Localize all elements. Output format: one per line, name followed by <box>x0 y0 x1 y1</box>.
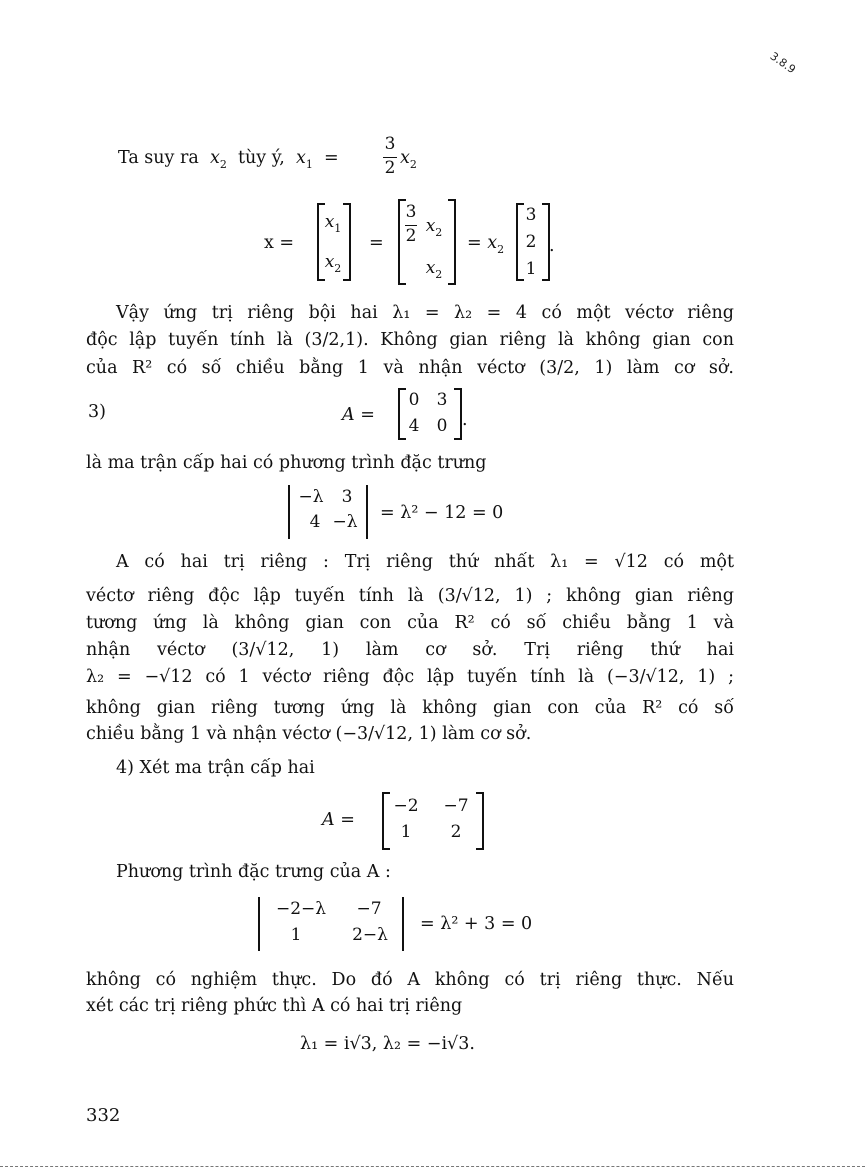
det1-rhs: = λ² − 12 = 0 <box>380 503 504 523</box>
page-number: 332 <box>86 1105 121 1126</box>
det2-rhs: = λ² + 3 = 0 <box>420 914 533 934</box>
item-3-label: 3) <box>88 402 106 422</box>
x2-term: $x_2$ <box>400 148 417 171</box>
x2-entry: $x_2$ <box>324 252 342 275</box>
mid-x2-b: $x_2$ <box>425 258 443 281</box>
vec-a: 3 <box>525 205 537 225</box>
mid-num: 3 <box>405 202 417 222</box>
e11: −2−λ <box>275 899 327 919</box>
a21: 4 <box>408 416 420 436</box>
svg-text:3.8.9: 3.8.9 <box>767 49 799 77</box>
eq1-dot: . <box>549 236 555 256</box>
para1-line: độc lập tuyến tính là (3/2,1). Không gian riêng là không gian con <box>86 330 734 350</box>
item-4: 4) Xét ma trận cấp hai <box>116 758 315 778</box>
para2-line: không gian riêng tương ứng là không gian con của R² có số <box>86 698 734 718</box>
para1-line: của R² có số chiều bằng 1 và nhận véctơ (3/2, 1) làm cơ sở. <box>86 358 734 378</box>
para1-line: Vậy ứng trị riêng bội hai λ₁ = λ₂ = 4 có một véctơ riêng <box>116 303 734 323</box>
frac-den: 2 <box>384 158 396 178</box>
m12: −7 <box>443 796 469 816</box>
item3-lhs: A = <box>342 405 375 425</box>
d11: −λ <box>298 487 324 507</box>
eq1-lhs: x = <box>264 233 295 253</box>
m21: 1 <box>400 822 412 842</box>
para2-line: A có hai trị riêng : Trị riêng thứ nhất λ₁ = √12 có một <box>116 552 734 572</box>
a22: 0 <box>436 416 448 436</box>
frac-num: 3 <box>384 134 396 154</box>
m11: −2 <box>393 796 419 816</box>
eq1-rhs: = $x_2$ <box>467 233 505 256</box>
para3-line: xét các trị riêng phức thì A có hai trị riêng <box>86 996 463 1016</box>
d21: 4 <box>309 512 321 532</box>
vec-b: 2 <box>525 232 537 252</box>
library-stamp <box>760 40 810 90</box>
para2-line: tương ứng là không gian con của R² có số chiều bằng 1 và <box>86 613 734 633</box>
vec-c: 1 <box>525 259 537 279</box>
a12: 3 <box>436 390 448 410</box>
mid-x2: $x_2$ <box>425 216 443 239</box>
m22: 2 <box>450 822 462 842</box>
line-ta-suy-ra: Ta suy ra $x_2$ tùy ý, $x_1$ = <box>118 148 339 171</box>
e21: 1 <box>290 925 302 945</box>
mat4-lhs: A = <box>322 810 355 830</box>
e12: −7 <box>356 899 382 919</box>
para3-line: không có nghiệm thực. Do đó A không có trị riêng thực. Nếu <box>86 970 734 990</box>
line-phuong-trinh: Phương trình đặc trưng của A : <box>116 862 391 882</box>
e22: 2−λ <box>352 925 388 945</box>
d12: 3 <box>341 487 353 507</box>
item3-dot: . <box>462 410 468 430</box>
bottom-edge <box>0 1166 865 1167</box>
para2-line: λ₂ = −√12 có 1 véctơ riêng độc lập tuyến tính là (−3/√12, 1) ; <box>86 667 734 687</box>
final-equation: λ₁ = i√3, λ₂ = −i√3. <box>300 1034 475 1054</box>
eq1-equals: = <box>369 233 384 253</box>
para2-line: nhận véctơ (3/√12, 1) làm cơ sở. Trị riêng thứ hai <box>86 640 734 660</box>
para2-line: chiều bằng 1 và nhận véctơ (−3/√12, 1) làm cơ sở. <box>86 724 532 744</box>
para2-line: véctơ riêng độc lập tuyến tính là (3/√12, 1) ; không gian riêng <box>86 586 734 606</box>
line-ma-tran: là ma trận cấp hai có phương trình đặc trưng <box>86 453 487 473</box>
a11: 0 <box>408 390 420 410</box>
x1-entry: $x_1$ <box>324 212 342 235</box>
d22: −λ <box>332 512 358 532</box>
mid-den: 2 <box>405 226 417 246</box>
